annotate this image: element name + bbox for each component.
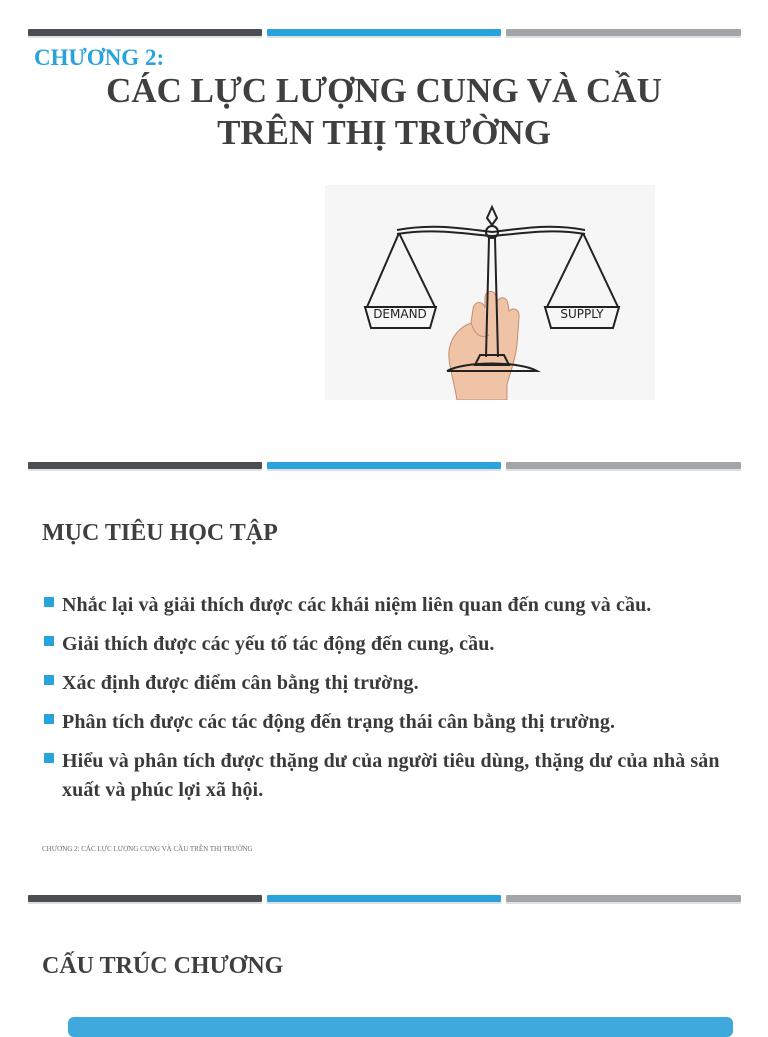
- objective-item: [44, 591, 734, 620]
- chapter-label: CHƯƠNG 2:: [34, 45, 165, 70]
- structure-box: [68, 1017, 733, 1037]
- objective-text: Hiểu và phân tích được thặng dư của người tiêu dùng, thặng dư của nhà sản xuất và phúc lợi xã hội.: [62, 750, 720, 801]
- slide1-top-bars: [28, 29, 741, 36]
- bar-blue: [267, 895, 501, 902]
- slide-title: [0, 70, 768, 154]
- bar-gray: [506, 462, 741, 469]
- objective-text: Xác định được điểm cân bằng thị trường.: [62, 672, 419, 694]
- supply-label: SUPPLY: [560, 307, 604, 321]
- chapter-structure-heading: CẤU TRÚC CHƯƠNG: [42, 953, 284, 979]
- objective-item: [44, 708, 734, 737]
- square-bullet-icon: [44, 675, 54, 685]
- bar-dark: [28, 895, 262, 902]
- demand-label: DEMAND: [373, 307, 427, 321]
- square-bullet-icon: [44, 597, 54, 607]
- square-bullet-icon: [44, 753, 54, 763]
- bar-blue: [267, 462, 501, 469]
- objective-text: Giải thích được các yếu tố tác động đến cung, cầu.: [62, 633, 495, 655]
- learning-objectives-heading: MỤC TIÊU HỌC TẬP: [42, 520, 278, 546]
- bar-gray: [506, 29, 741, 36]
- slide-title-line2: TRÊN THỊ TRƯỜNG: [217, 113, 551, 152]
- square-bullet-icon: [44, 714, 54, 724]
- balance-scale-illustration: [325, 185, 655, 400]
- slide2-top-bars: [28, 462, 741, 469]
- bar-dark: [28, 462, 262, 469]
- objective-item: [44, 747, 734, 805]
- bar-gray: [506, 895, 741, 902]
- slide3-top-bars: [28, 895, 741, 902]
- bar-blue: [267, 29, 501, 36]
- objective-item: [44, 630, 734, 659]
- square-bullet-icon: [44, 636, 54, 646]
- objectives-list: [44, 591, 734, 815]
- objective-text: Phân tích được các tác động đến trạng thái cân bằng thị trường.: [62, 711, 616, 733]
- objective-item: [44, 669, 734, 698]
- bar-dark: [28, 29, 262, 36]
- objective-text: Nhắc lại và giải thích được các khái niệm liên quan đến cung và cầu.: [62, 594, 652, 616]
- slide-footer: CHƯƠNG 2: CÁC LỰC LƯỢNG CUNG VÀ CẦU TRÊN THỊ TRƯỜNG: [42, 845, 253, 853]
- slide-title-line1: CÁC LỰC LƯỢNG CUNG VÀ CẦU: [106, 71, 662, 110]
